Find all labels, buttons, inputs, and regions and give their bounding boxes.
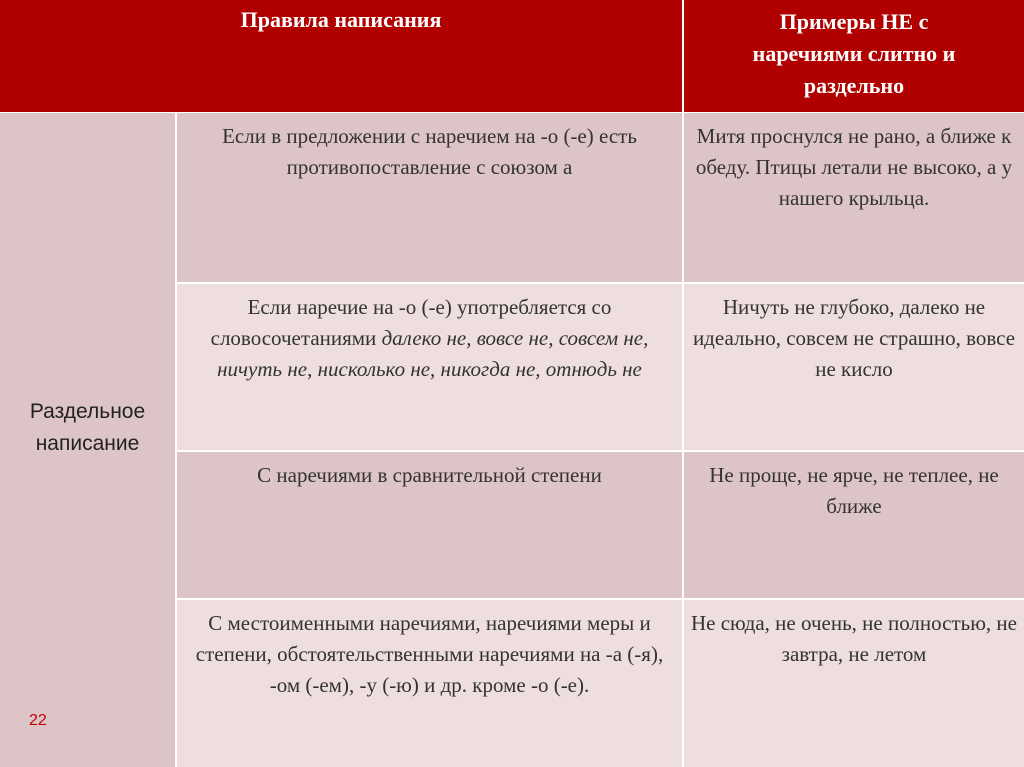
group-label	[0, 396, 175, 460]
rule-text: С наречиями в сравнительной степени	[257, 463, 602, 487]
rule-cell-3	[177, 452, 682, 598]
rule-text: Если в предложении с наречием на -о (-е) есть противопоставление с союзом а	[222, 124, 637, 179]
rule-italic-text: далеко не, вовсе не, совсем не, ничуть не, нисколько не, никогда не, отнюдь не	[217, 326, 649, 381]
example-text: Не проще, не ярче, не теплее, не ближе	[709, 463, 999, 518]
header-examples-line: раздельно	[803, 73, 905, 98]
example-text: Ничуть не глубоко, далеко не идеально, совсем не страшно, вовсе не кисло	[692, 295, 1016, 381]
table-header	[0, 0, 1024, 112]
rule-cell-1	[177, 113, 682, 282]
group-label-line: написание	[35, 432, 140, 455]
group-label-line: Раздельное	[29, 400, 146, 423]
header-examples	[684, 0, 1024, 102]
rule-cell-4	[177, 600, 682, 767]
example-text: Митя проснулся не рано, а ближе к обеду. Птицы летали не высоко, а у нашего крыльца.	[695, 124, 1013, 210]
group-label-cell	[0, 113, 175, 767]
example-cell-4	[684, 600, 1024, 767]
example-text: Не сюда, не очень, не полностью, не завтра, не летом	[691, 611, 1017, 666]
page-number: 22	[29, 712, 47, 729]
header-examples-line: наречиями слитно и	[752, 41, 956, 66]
rule-text: Если наречие на -о (-е) употребляется со словосочетаниями	[210, 295, 612, 350]
rule-text: С местоименными наречиями, наречиями меры и степени, обстоятельственными наречиями на -а (-я), -ом (-ем), -у (-ю) и др. кроме -о (-е).	[195, 611, 664, 697]
example-cell-3	[684, 452, 1024, 598]
rule-cell-2	[177, 284, 682, 450]
header-rules-text: Правила написания	[240, 7, 442, 32]
header-rules	[0, 0, 682, 36]
example-cell-1	[684, 113, 1024, 282]
example-cell-2	[684, 284, 1024, 450]
header-examples-line: Примеры НЕ с	[779, 9, 929, 34]
